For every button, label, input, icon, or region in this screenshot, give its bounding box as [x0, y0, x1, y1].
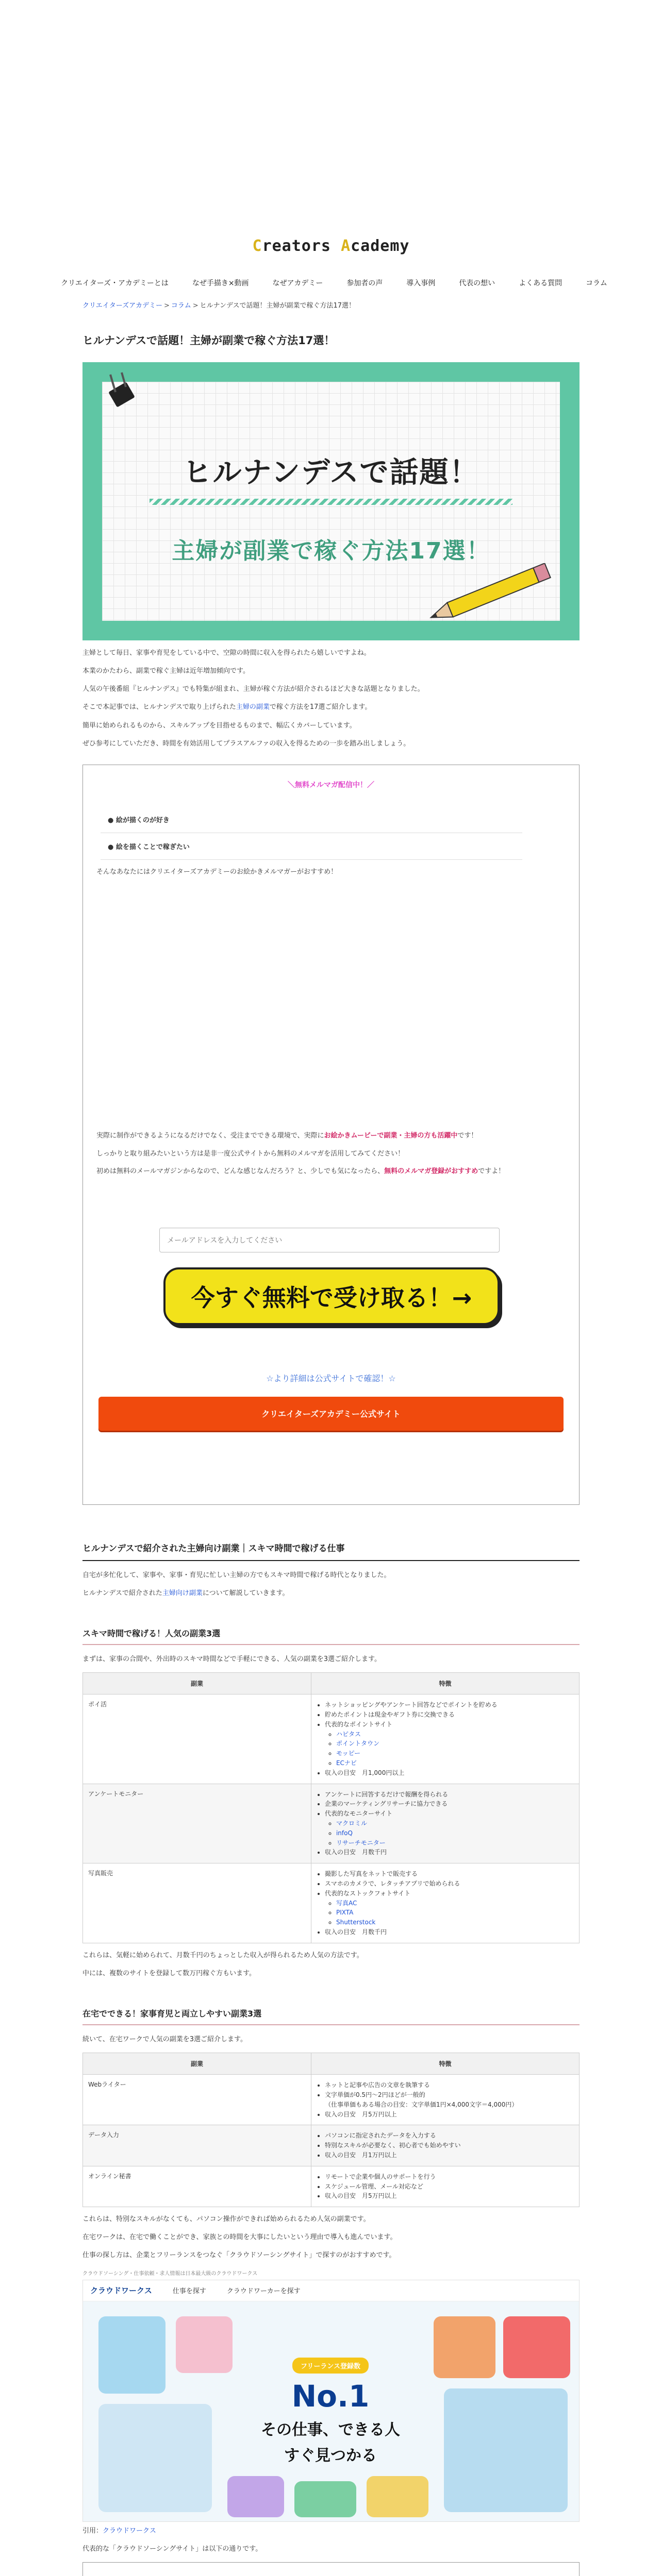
subsection-text: 代表的な「クラウドソーシングサイト」は以下の通りです。: [82, 2545, 262, 2553]
screenshot-nav-item: クラウドワーカーを探す: [226, 2287, 301, 2296]
table-header: 特徴: [311, 2053, 579, 2075]
table-header-row: [83, 1673, 580, 1694]
list-item: • 企業のマーケティングリサーチに協力できる: [325, 1800, 574, 1808]
nav-item-message[interactable]: 代表の想い: [459, 279, 495, 287]
logo-letter-c: C: [252, 237, 262, 255]
table-header: 副業: [83, 2053, 311, 2075]
subsection-text: 続いて、在宅ワークで人気の副業を3選ご紹介します。: [82, 2036, 247, 2044]
list-item: • ネットと記事や広告の文章を執筆する: [325, 2081, 574, 2090]
table-cell: オンライン秘書: [83, 2166, 311, 2207]
promo-text: [96, 1131, 566, 1142]
table-cell: [311, 2166, 579, 2207]
promo-text-part: です！: [457, 1131, 478, 1140]
photo-card: [176, 2316, 233, 2373]
hero-divider: [150, 499, 512, 505]
intro-text: [82, 702, 580, 713]
site-link[interactable]: 写真AC: [336, 1899, 357, 1907]
site-link[interactable]: ECナビ: [336, 1759, 357, 1767]
list-item: • 収入の目安 月5万円以上: [325, 2192, 574, 2200]
home-job-table: [82, 2053, 580, 2207]
hero-image: [82, 362, 580, 640]
list-item: • 収入の目安 月数千円: [325, 1928, 574, 1937]
nav-item-why-handdrawn[interactable]: なぜ手描き×動画: [192, 279, 249, 287]
promo-check-text: 絵を描くことで稼ぎたい: [115, 843, 190, 851]
newsletter-promo-box: [82, 765, 580, 1505]
intro-text-part: そこで本記事では、ヒルナンデスで取り上げられた: [82, 703, 236, 711]
subsection-text: これらは、気軽に始められて、月数千円のちょっとした収入が得られるため人気の方法です。: [82, 1951, 363, 1959]
intro-text-part: で稼ぐ方法を17選ご紹介します。: [269, 703, 372, 711]
table-cell: アンケートモニター: [83, 1784, 311, 1863]
crowdsourcing-links-box: [82, 2562, 580, 2576]
screenshot-badge: フリーランス登録数: [292, 2358, 369, 2374]
hero-headline: ヒルナンデスで話題！: [183, 456, 479, 489]
breadcrumb-home[interactable]: クリエイターズアカデミー: [82, 302, 162, 310]
page-title: ヒルナンデスで話題！主婦が副業で稼ぐ方法17選！: [82, 334, 335, 347]
photo-card: [98, 2316, 166, 2394]
promo-text-highlight: 無料のメルマガ登録がおすすめ: [384, 1167, 478, 1176]
subsection-text: これらは、特別なスキルがなくても、パソコン操作ができれば始められるため人気の副業です。: [82, 2215, 370, 2224]
list-item: [325, 1809, 574, 1847]
breadcrumb-separator: >: [163, 302, 170, 310]
table-header: 特徴: [311, 1673, 579, 1694]
nav-item-about[interactable]: クリエイターズ・アカデミーとは: [61, 279, 169, 287]
site-link[interactable]: infoQ: [336, 1829, 353, 1837]
promo-text: [96, 1166, 566, 1177]
official-site-more-link[interactable]: ☆より詳細は公式サイトで確認！☆: [266, 1373, 396, 1383]
promo-checklist: [101, 806, 522, 860]
screenshot-no1: No.1: [291, 2378, 370, 2414]
list-item: • ネットショッピングやアンケート回答などでポイントを貯める: [325, 1701, 574, 1709]
site-link[interactable]: Shutterstock: [336, 1919, 376, 1926]
site-link[interactable]: モッピー: [336, 1750, 361, 1757]
promo-check-item: ● 絵を描くことで稼ぎたい: [101, 833, 522, 860]
side-job-table: [82, 1672, 580, 1943]
section-text-part: ヒルナンデスで紹介された: [82, 1589, 162, 1597]
subsection-text: 中には、複数のサイトを登録して数万円稼ぐ方もいます。: [82, 1969, 256, 1977]
list-item: • 収入の目安 月数千円: [325, 1848, 574, 1857]
list-item-text: 代表的なポイントサイト: [324, 1720, 393, 1728]
list-item: （仕事単価もある場合の目安：文字単価1円×4,000文字＝4,000円）: [324, 2100, 518, 2108]
nav-item-faq[interactable]: よくある質問: [519, 279, 562, 287]
nav-item-cases[interactable]: 導入事例: [406, 279, 436, 287]
intro-text: 本業のかたわら、副業で稼ぐ主婦は近年増加傾向です。: [82, 667, 250, 675]
table-cell: データ入力: [83, 2125, 311, 2166]
section-heading: ヒルナンデスで紹介された主婦向け副業｜スキマ時間で稼げる仕事: [82, 1541, 580, 1561]
subsection-text: 在宅ワークは、在宅で働くことができ、家族との時間を大事にしたいという理由で導入も進んでいます。: [82, 2233, 397, 2242]
intro-text: 人気の午後番組『ヒルナンデス』でも特集が組まれ、主婦が稼ぐ方法が紹介されるほど大きな話題となりました。: [82, 685, 424, 693]
table-cell: 写真販売: [83, 1863, 311, 1943]
source-label: 引用：: [82, 2527, 103, 2535]
hero-subheadline: 主婦が副業で稼ぐ方法17選！: [172, 538, 490, 564]
source-link[interactable]: クラウドワークス: [103, 2527, 156, 2535]
intro-link[interactable]: 主婦の副業: [236, 703, 270, 711]
global-nav: [61, 276, 607, 290]
list-item: [325, 1720, 574, 1768]
promo-text-highlight: お絵かきムービーで副業・主婦の方も活躍中: [324, 1131, 458, 1140]
table-cell: [311, 1863, 579, 1943]
table-row: [83, 2125, 580, 2166]
list-item: • 収入の目安 月5万円以上: [325, 2110, 574, 2119]
section-text: 自宅が多忙化して、家事や、家事・育児に忙しい主婦の方でもスキマ時間で稼げる時代となりました。: [82, 1571, 391, 1579]
site-link[interactable]: マクロミル: [336, 1820, 367, 1827]
site-logo[interactable]: [0, 237, 662, 255]
subsection-text: まずは、家事の合間や、外出時のスキマ時間などで手軽にできる、人気の副業を3選ご紹介します。: [82, 1655, 381, 1664]
list-item: • 特別なスキルが必要なく、初心者でも始めやすい: [325, 2141, 574, 2150]
table-cell: Webライター: [83, 2075, 311, 2125]
promo-text-part: ですよ！: [478, 1167, 505, 1176]
list-item: [325, 1889, 574, 1927]
binder-clip-icon: [108, 371, 137, 418]
list-item: • 文字単価が0.5円〜2円ほどが一般的: [325, 2091, 574, 2099]
table-row: [83, 2075, 580, 2125]
list-item: • パソコンに指定されたデータを入力する: [325, 2131, 574, 2140]
intro-text: 主婦として毎日、家事や育児をしている中で、空隙の時間に収入を得られたら嬉しいですよね。: [82, 649, 371, 657]
promo-title: ＼無料メルマガ配信中！／: [288, 781, 374, 789]
table-cell: ポイ活: [83, 1694, 311, 1784]
pencil-icon: [426, 563, 565, 620]
breadcrumb-current: ヒルナンデスで話題！主婦が副業で稼ぐ方法17選！: [200, 302, 356, 310]
nav-item-column[interactable]: コラム: [586, 279, 607, 287]
screenshot-hero-copy: [238, 2358, 423, 2492]
promo-texts: [96, 1131, 566, 1184]
list-item: • リモートで企業や個人のサポートを行う: [325, 2173, 574, 2181]
table-row: [83, 1694, 580, 1784]
section-text: [82, 1588, 580, 1599]
list-item: • スケジュール管理、メール対応など: [325, 2182, 574, 2191]
logo-text-1: reators: [262, 237, 341, 255]
site-link[interactable]: リサーチモニター: [336, 1839, 386, 1846]
logo-text-2: cademy: [351, 237, 410, 255]
photo-card: [503, 2316, 570, 2378]
official-site-button[interactable]: クリエイターズアカデミー公式サイト: [98, 1397, 564, 1431]
intro-section: [82, 648, 580, 749]
nav-item-why-academy[interactable]: なぜアカデミー: [272, 279, 323, 287]
intro-text: ぜひ参考にしていただき、時間を有効活用してプラスアルファの収入を得るための一歩を踏み出しましょう。: [82, 739, 410, 748]
table-header-row: [83, 2053, 580, 2075]
section-link[interactable]: 主婦向け副業: [162, 1589, 203, 1597]
screenshot-header: [83, 2280, 579, 2301]
breadcrumb-column[interactable]: コラム: [171, 302, 191, 310]
intro-text: 簡単に始められるものから、スキルアップを目指せるものまで、幅広くカバーしています。: [82, 721, 356, 730]
photo-card: [98, 2404, 212, 2512]
subsection-heading: 在宅でできる！家事育児と両立しやすい副業3選: [82, 2007, 580, 2025]
promo-check-text: 絵が描くのが好き: [115, 816, 170, 824]
breadcrumb-separator: >: [192, 302, 198, 310]
table-row: [83, 2166, 580, 2207]
promo-text-part: 実際に制作ができるようになるだけでなく、受注までできる環境で、実際に: [96, 1131, 324, 1140]
nav-item-voices[interactable]: 参加者の声: [346, 279, 383, 287]
receive-free-button[interactable]: 今すぐ無料で受け取る！→: [163, 1267, 500, 1325]
list-item: • 撮影した写真をネットで販売する: [325, 1870, 574, 1878]
screenshot-line: すぐ見つかる: [284, 2446, 377, 2465]
screenshot-nav-item: 仕事を探す: [172, 2287, 206, 2296]
article-content: [82, 332, 580, 2576]
table-header: 副業: [83, 1673, 311, 1694]
photo-card: [444, 2388, 568, 2512]
table-cell: [311, 2125, 579, 2166]
logo-letter-a: A: [341, 237, 351, 255]
list-item-text: 代表的なストックフォトサイト: [324, 1889, 411, 1897]
crowdworks-logo: クラウドワークス: [90, 2286, 152, 2296]
table-cell: [311, 1784, 579, 1863]
list-item: • 収入の目安 月1万円以上: [325, 2151, 574, 2160]
table-row: [83, 1863, 580, 1943]
promo-check-item: ● 絵が描くのが好き: [101, 806, 522, 833]
table-cell: [311, 1694, 579, 1784]
promo-lead: そんなあなたにはクリエイターズアカデミーのお絵かきメルマガーがおすすめ！: [96, 868, 338, 876]
email-input[interactable]: [159, 1228, 500, 1252]
section-text-part: について解説していきます。: [202, 1589, 289, 1597]
source-citation: [82, 2526, 580, 2536]
subsection-heading: スキマ時間で稼げる！人気の副業3選: [82, 1627, 580, 1645]
breadcrumb: [82, 300, 355, 310]
table-cell: [311, 2075, 579, 2125]
list-item-text: 代表的なモニターサイト: [324, 1810, 393, 1818]
list-item: • 貯めたポイントは現金やギフト券に交換できる: [325, 1710, 574, 1719]
screenshot-caption: クラウドソーシング・仕事依頼・求人情報は日本最大級のクラウドワークス: [82, 2270, 258, 2277]
site-link[interactable]: ハピタス: [336, 1730, 361, 1738]
promo-text: しっかりと取り組みたいという方は是非一度公式サイトから無料のメルマガを活用してみてください！: [96, 1149, 405, 1158]
list-item: • 収入の目安 月1,000円以上: [325, 1769, 574, 1777]
list-item: • スマホのカメラで、レタッチアプリで始められる: [325, 1879, 574, 1888]
site-link[interactable]: ポイントタウン: [336, 1740, 379, 1748]
list-item: • アンケートに回答するだけで報酬を得られる: [325, 1790, 574, 1799]
photo-card: [434, 2316, 495, 2378]
subsection-text: 仕事の探し方は、企業とフリーランスをつなぐ「クラウドソーシングサイト」で探すのがおすすめです。: [82, 2251, 396, 2260]
site-link[interactable]: PIXTA: [336, 1909, 354, 1917]
screenshot-line: その仕事、できる人: [261, 2420, 400, 2439]
crowdworks-screenshot: [82, 2280, 580, 2522]
table-row: [83, 1784, 580, 1863]
promo-text-part: 初めは無料のメールマガジンからなので、どんな感じなんだろう？と、少しでも気になったら、: [96, 1167, 385, 1176]
